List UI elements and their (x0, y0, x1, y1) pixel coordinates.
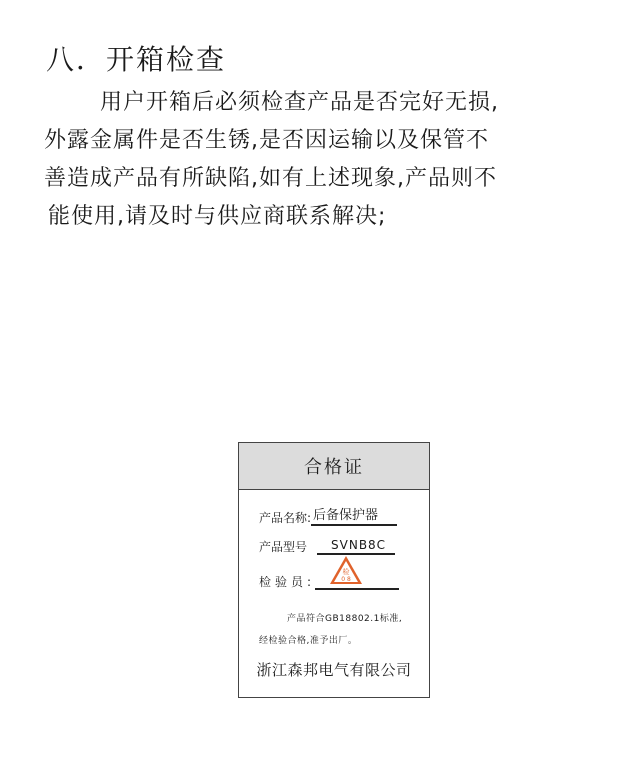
certificate-title: 合格证 (239, 443, 429, 490)
product-name-row (259, 509, 397, 526)
company-name: 浙江森邦电气有限公司 (256, 661, 412, 679)
inspector-value (315, 569, 399, 590)
paragraph-line: 用户开箱后必须检查产品是否完好无损, (100, 90, 499, 115)
paragraph-line: 外露金属件是否生锈,是否因运输以及保管不 (44, 128, 489, 153)
instructions-paragraph (44, 84, 584, 236)
approval-note: 经检验合格,准予出厂。 (259, 636, 358, 646)
standard-note: 产品符合GB18802.1标准, (287, 614, 403, 624)
inspector-label: 检验员: (259, 575, 316, 589)
paragraph-line: 善造成产品有所缺陷,如有上述现象,产品则不 (44, 166, 497, 191)
inspector-row (259, 569, 399, 590)
product-model-row (259, 538, 395, 555)
inspection-stamp-icon (329, 555, 363, 585)
stamp-text-bottom: 0 8 (341, 576, 351, 583)
product-name-label: 产品名称: (259, 511, 312, 525)
product-model-value: SVNB8C (317, 538, 395, 555)
certificate-card (238, 442, 430, 698)
product-name-value: 后备保护器 (311, 509, 397, 526)
stamp-text-top: 检 (342, 568, 350, 576)
section-title: 八．开箱检查 (46, 43, 227, 76)
product-model-label: 产品型号 (259, 540, 308, 554)
paragraph-line: 能使用,请及时与供应商联系解决; (48, 204, 387, 229)
